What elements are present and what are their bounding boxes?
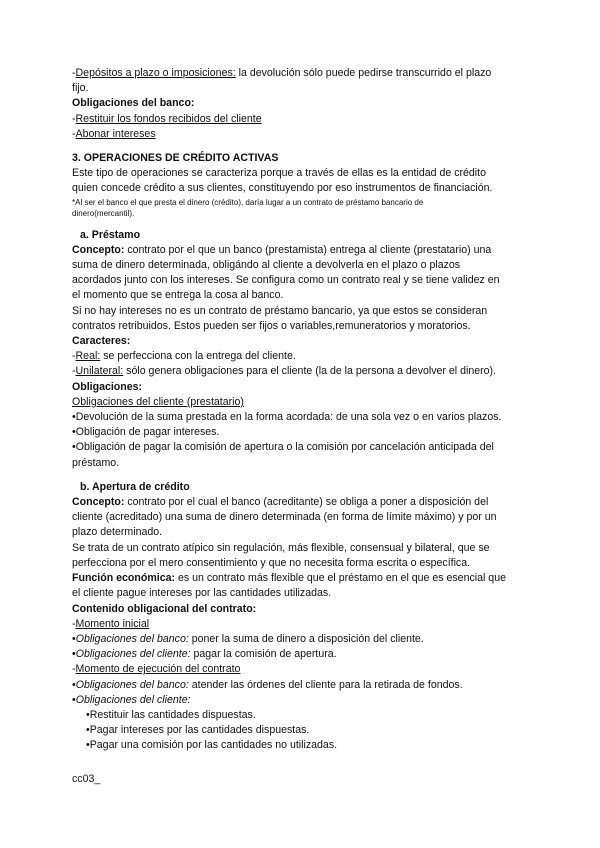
prestamo-concept-line: suma de dinero determinada, obligándo al cliente a devolverla en el plazo o plazos	[72, 259, 461, 272]
deposits-line-cont: fijo.	[72, 82, 89, 95]
section3-note: dinero(mercantil).	[72, 208, 135, 218]
caracter-real: -Real: se perfecciona con la entrega del cliente.	[72, 350, 296, 363]
bank-obligation-item: -Restituir los fondos recibidos del cliente	[72, 112, 262, 125]
client-obligations-title: Obligaciones del cliente (prestatario)	[72, 395, 244, 408]
banco-inicial: • Obligaciones del banco: poner la suma de dinero a disposición del cliente.	[72, 632, 524, 647]
prestamo-title: a. Préstamo	[80, 228, 141, 241]
momento-inicial: -Momento inicial	[72, 617, 150, 630]
client-obligation-item: • Obligación de pagar intereses.	[72, 425, 524, 440]
page-footer: cc03_	[72, 773, 101, 785]
bank-obligations-heading: Obligaciones del banco:	[72, 97, 195, 110]
deposits-label: Depósitos a plazo o imposiciones:	[75, 67, 236, 79]
client-obligation-item: • Devolución de la suma prestada en la forma acordada: de una sola vez o en varios plazos.	[72, 410, 524, 425]
apertura-concept-line: Se trata de un contrato atípico sin regulación, más flexible, consensual y bilateral, que se	[72, 541, 490, 554]
prestamo-concept-line: contratos retribuidos. Estos pueden ser fijos o variables,remuneratorios y moratorios.	[72, 319, 471, 332]
apertura-title: b. Apertura de crédito	[80, 480, 190, 493]
apertura-concept-line: cliente (acreditado) una suma de dinero determinada (en forma de límite máximo) y por un	[72, 511, 497, 524]
section3-note: *Al ser el banco el que presta el dinero (crédito), daría lugar a un contrato de préstamo bancario de	[72, 197, 424, 207]
obligaciones-heading: Obligaciones:	[72, 380, 143, 393]
prestamo-concept-line: acordados junto con los intereses. Se configura como un contrato real y se tiene validez en	[72, 274, 500, 287]
funcion-economica-cont: el cliente pague intereses por las cantidades utilizadas.	[72, 587, 332, 600]
cliente-ejecucion-item: • Pagar una comisión por las cantidades no utilizadas.	[72, 738, 524, 753]
prestamo-concept-line: el momento que se entrega la cosa al banco.	[72, 289, 284, 302]
apertura-concept: Concepto: contrato por el cual el banco (acreditante) se obliga a poner a disposición del	[72, 496, 489, 509]
cliente-inicial: • Obligaciones del cliente: pagar la comisión de apertura.	[72, 647, 524, 662]
client-obligation-cont: préstamo.	[72, 456, 120, 469]
cliente-ejecucion-item: • Pagar intereses por las cantidades dispuestas.	[72, 723, 524, 738]
contenido-heading: Contenido obligacional del contrato:	[72, 602, 257, 615]
document-page	[72, 66, 524, 754]
prestamo-concept-line: Si no hay intereses no es un contrato de préstamo bancario, ya que estos se consideran	[72, 304, 488, 317]
apertura-concept-line: plazo determinado.	[72, 526, 163, 539]
section3-line: Este tipo de operaciones se caracteriza porque a través de ellas es la entidad de crédito	[72, 167, 486, 180]
client-obligation-item: • Obligación de pagar la comisión de apertura o la comisión por cancelación anticipada del	[72, 440, 524, 455]
section3-line: quien concede crédito a sus clientes, constituyendo por eso instrumentos de financiación.	[72, 182, 493, 195]
momento-ejecucion: -Momento de ejecución del contrato	[72, 663, 241, 676]
banco-ejecucion: • Obligaciones del banco: atender las órdenes del cliente para la retirada de fondos.	[72, 678, 524, 693]
funcion-economica: Función económica: es un contrato más flexible que el préstamo en el que es esencial que	[72, 572, 506, 585]
cliente-ejecucion: • Obligaciones del cliente:	[72, 693, 524, 708]
prestamo-concept: Concepto: contrato por el que un banco (prestamista) entrega al cliente (prestatario) una	[72, 243, 492, 256]
deposits-line: -Depósitos a plazo o imposiciones: la devolución sólo puede pedirse transcurrido el plazo	[72, 67, 492, 79]
caracteres-heading: Caracteres:	[72, 335, 131, 348]
caracter-unilateral: -Unilateral: sólo genera obligaciones para el cliente (la de la persona a devolver el dinero).	[72, 365, 497, 378]
section3-title: 3. OPERACIONES DE CRÉDITO ACTIVAS	[72, 152, 279, 165]
apertura-concept-line: perfecciona por el mero consentimiento y que no necesita forma escrita o específica.	[72, 556, 471, 569]
bank-obligation-item: -Abonar intereses	[72, 127, 156, 140]
cliente-ejecucion-item: • Restituir las cantidades dispuestas.	[72, 708, 524, 723]
